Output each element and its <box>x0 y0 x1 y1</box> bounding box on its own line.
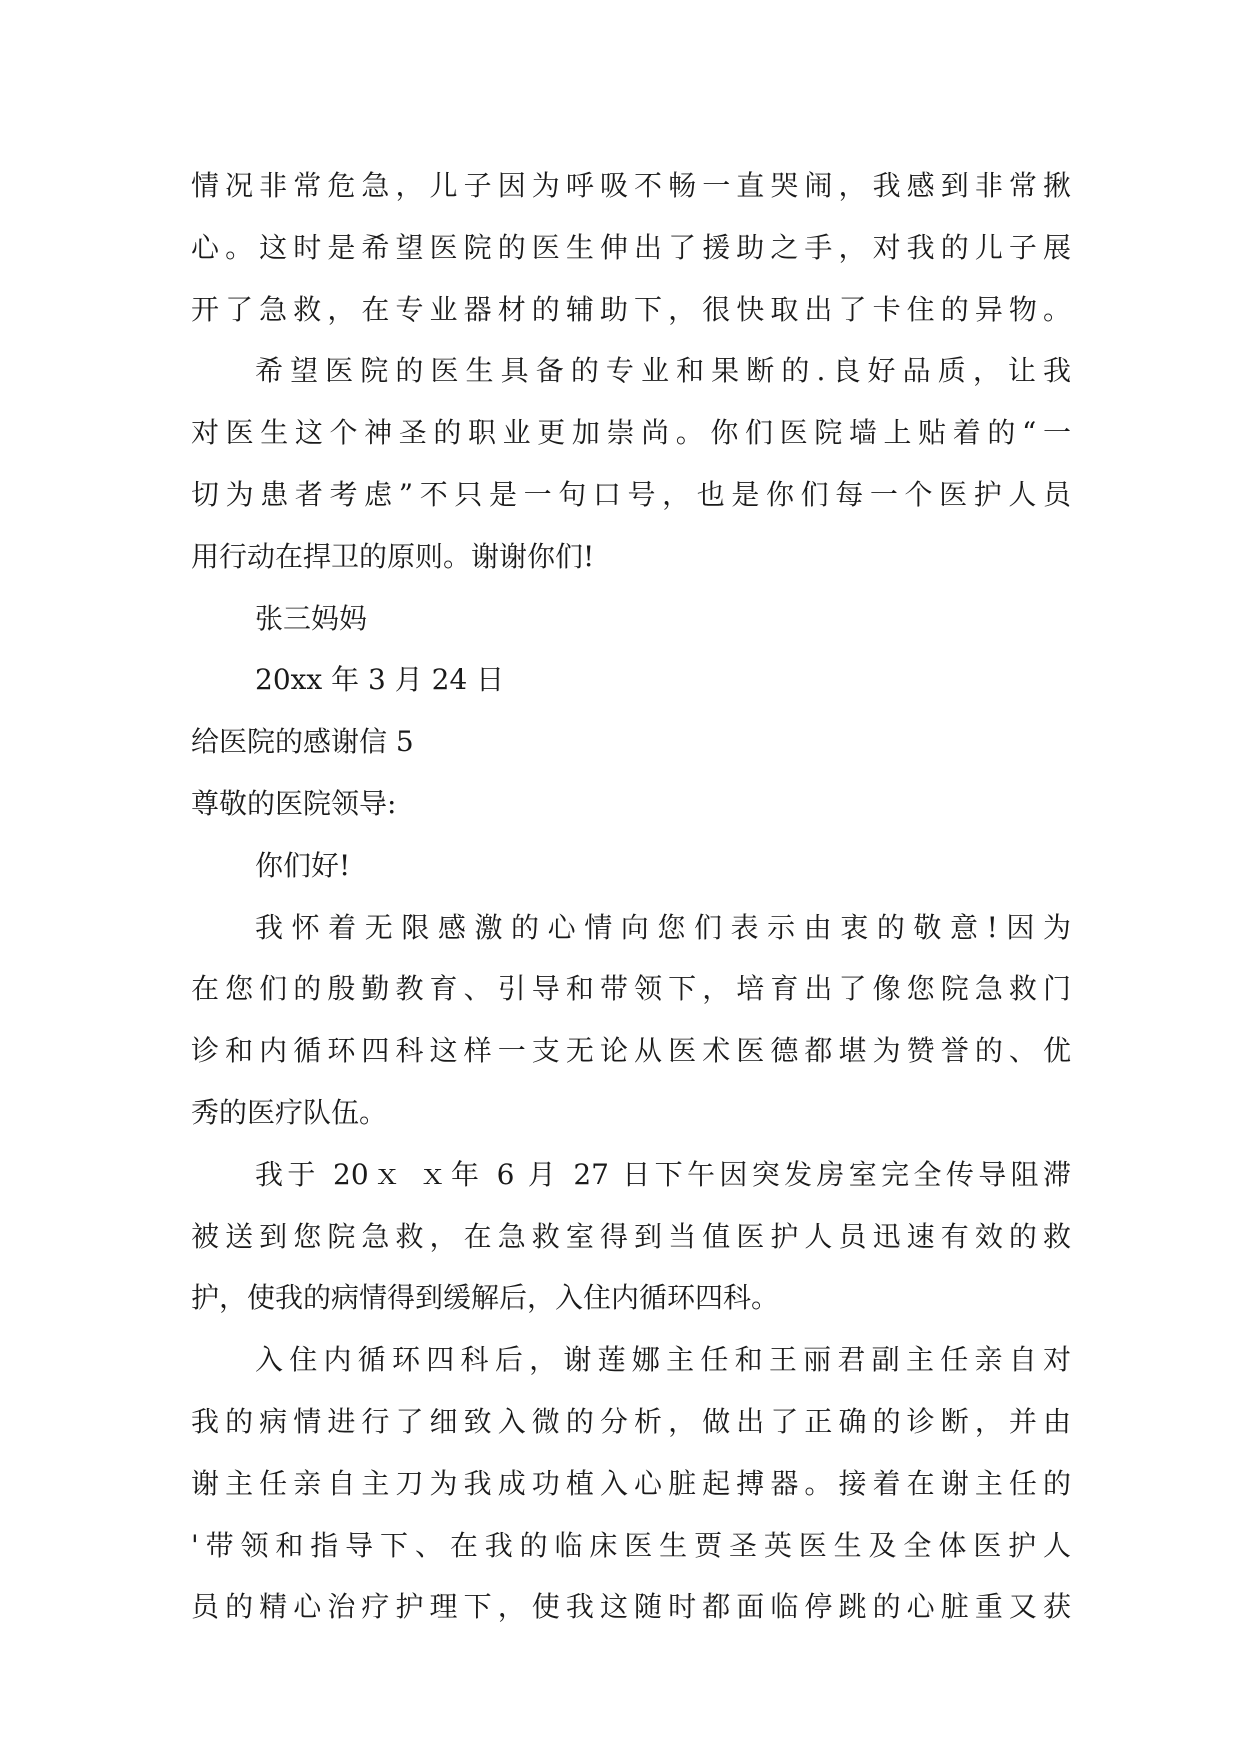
text-line: 切为患者考虑”不只是一句口号，也是你们每一个医护人员 <box>191 477 1071 511</box>
text-line: 在您们的殷勤教育、引导和带领下，培育出了像您院急救门 <box>191 972 1071 1006</box>
text-line: 我怀着无限感激的心情向您们表示由衷的敬意!因为 <box>255 910 1071 944</box>
text-line: 张三妈妈 <box>255 601 368 635</box>
text-line: 员的精心治疗护理下，使我这随时都面临停跳的心脏重又获 <box>191 1590 1071 1624</box>
text-line: 被送到您院急救，在急救室得到当值医护人员迅速有效的救 <box>191 1219 1071 1253</box>
text-line: 用行动在捍卫的原则。谢谢你们! <box>191 539 595 573</box>
text-line: 护，使我的病情得到缓解后，入住内循环四科。 <box>191 1281 780 1315</box>
text-line: 我的病情进行了细致入微的分析，做出了正确的诊断，并由 <box>191 1404 1071 1438</box>
text-line: '带领和指导下、在我的临床医生贾圣英医生及全体医护人 <box>191 1528 1071 1562</box>
text-line: 希望医院的医生具备的专业和果断的.良好品质，让我 <box>255 354 1071 388</box>
text-line: 诊和内循环四科这样一支无论从医术医德都堪为赞誉的、优 <box>191 1034 1071 1068</box>
text-line: 我于 20ｘ ｘ年 6 月 27 日下午因突发房室完全传导阻滞 <box>255 1157 1071 1191</box>
text-line: 开了急救，在专业器材的辅助下，很快取出了卡住的异物。 <box>191 292 1071 326</box>
letter-body <box>191 155 1071 1638</box>
text-line: 你们好! <box>255 848 351 882</box>
text-line: 心。这时是希望医院的医生伸出了援助之手，对我的儿子展 <box>191 230 1071 264</box>
text-line: 20xx 年 3 月 24 日 <box>255 663 505 697</box>
text-line: 对医生这个神圣的职业更加崇尚。你们医院墙上贴着的“一 <box>191 416 1071 450</box>
text-line: 谢主任亲自主刀为我成功植入心脏起搏器。接着在谢主任的 <box>191 1466 1071 1500</box>
text-line: 入住内循环四科后，谢莲娜主任和王丽君副主任亲自对 <box>255 1343 1071 1377</box>
text-line: 尊敬的医院领导: <box>191 786 397 820</box>
text-line: 情况非常危急，儿子因为呼吸不畅一直哭闹，我感到非常揪 <box>191 169 1071 202</box>
text-line: 秀的医疗队伍。 <box>191 1095 388 1129</box>
text-line: 给医院的感谢信 5 <box>191 725 414 759</box>
